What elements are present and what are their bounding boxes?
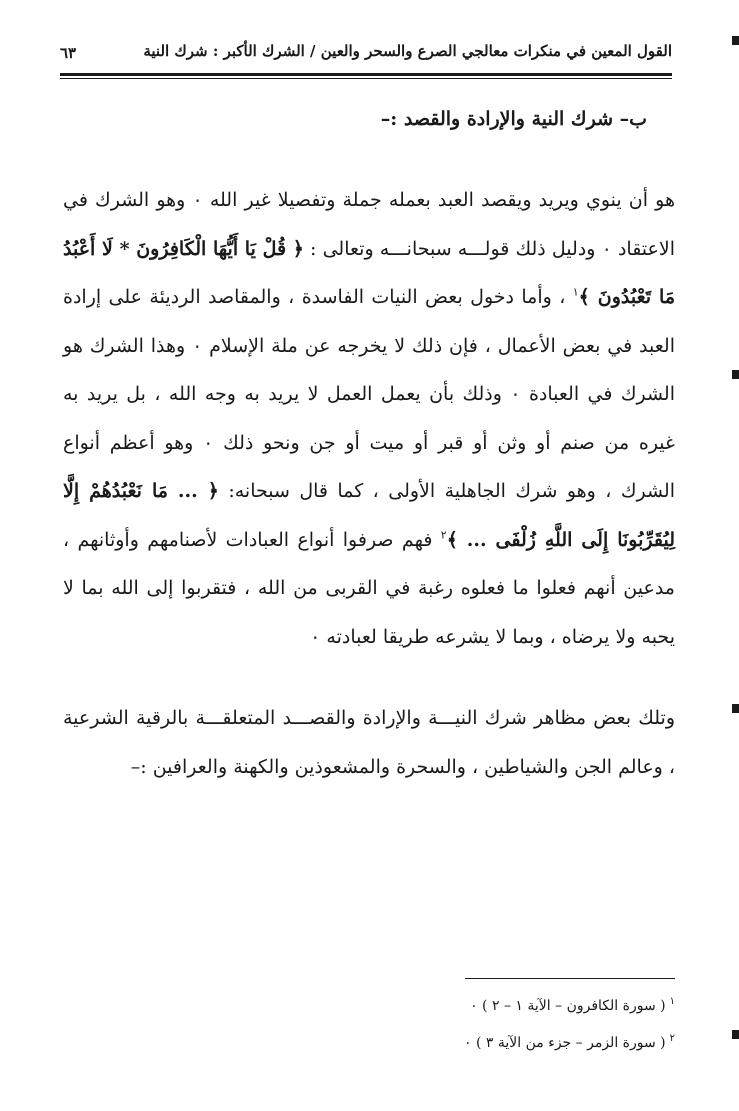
scan-edge-mark	[732, 36, 739, 45]
running-header	[60, 36, 672, 70]
scan-edge-mark	[732, 1030, 739, 1039]
footnotes	[63, 988, 675, 1062]
paragraph-closing: وتلك بعض مظاهر شرك النيـــة والإرادة والقصـــد المتعلقـــة بالرقية الشرعية ، وعالم الجن والشياطين ، والسحرة والمشعوذين والكهنة والعرافين :–	[63, 707, 675, 778]
header-rule-thin	[60, 78, 672, 79]
scan-edge-mark	[732, 370, 739, 379]
page-number: ٦٣	[60, 44, 77, 62]
paragraph-text: هو أن ينوي ويريد ويقصد العبد بعمله جملة وتفصيلا غير الله ۰ وهو الشرك في الاعتقاد ۰ ودليل ذلك قولـــه سبحانـــه وتعالى :	[63, 189, 675, 260]
paragraph-main	[63, 176, 675, 661]
section-heading: ب– شرك النية والإرادة والقصد :–	[380, 108, 647, 130]
footnote-ref: ٢	[440, 528, 447, 542]
header-rule	[60, 73, 672, 76]
scan-edge-mark	[732, 704, 739, 713]
footnote-text: ( سورة الكافرون – الآية ١ – ٢ ) ۰	[470, 998, 666, 1014]
quran-verse-quote: ﴿ قُلْ يَا أَيُّهَا الْكَافِرُونَ * لَا أَعْبُدُ مَا تَعْبُدُونَ ﴾	[63, 237, 675, 308]
running-title: القول المعين في منكرات معالجي الصرع والسحر والعين / الشرك الأكبر : شرك النية	[143, 42, 672, 60]
footnote-ref: ١	[572, 285, 579, 299]
paragraph-text: فهم صرفوا أنواع العبادات لأصنامهم وأوثانهم ، مدعين أنهم فعلوا ما فعلوه رغبة في القربى من الله ، فتقربوا إلى الله بما لا يحبه ولا يرضاه ، وبما لا يشرعه طريقا لعبادته ۰	[63, 528, 675, 648]
footnote-item	[63, 988, 675, 1025]
quran-verse-quote: ﴿ ... مَا نَعْبُدُهُمْ إِلَّا لِيُقَرِّبُونَا إِلَى اللَّهِ زُلْفَى ... ﴾	[63, 480, 675, 551]
footnote-item	[63, 1025, 675, 1062]
footnote-number: ١	[669, 996, 675, 1008]
footnote-number: ٢	[669, 1033, 675, 1045]
footnote-text: ( سورة الزمر – جزء من الآية ٣ ) ۰	[464, 1035, 666, 1051]
footnote-separator	[465, 978, 675, 979]
paragraph-text: ، وأما دخول بعض النيات الفاسدة ، والمقاصد الرديئة على إرادة العبد في بعض الأعمال ، فإن ذلك لا يخرجه عن ملة الإسلام ۰ وهذا الشرك هو الشرك في العبادة ۰ وذلك بأن يعمل العمل لا يريد به وجه الله ، بل يريد به غيره من صنم أو وثن أو قبر أو ميت أو جن ونحو ذلك ۰ وهو أعظم أنواع الشرك ، وهو شرك الجاهلية الأولى ، كما قال سبحانه:	[63, 286, 675, 502]
